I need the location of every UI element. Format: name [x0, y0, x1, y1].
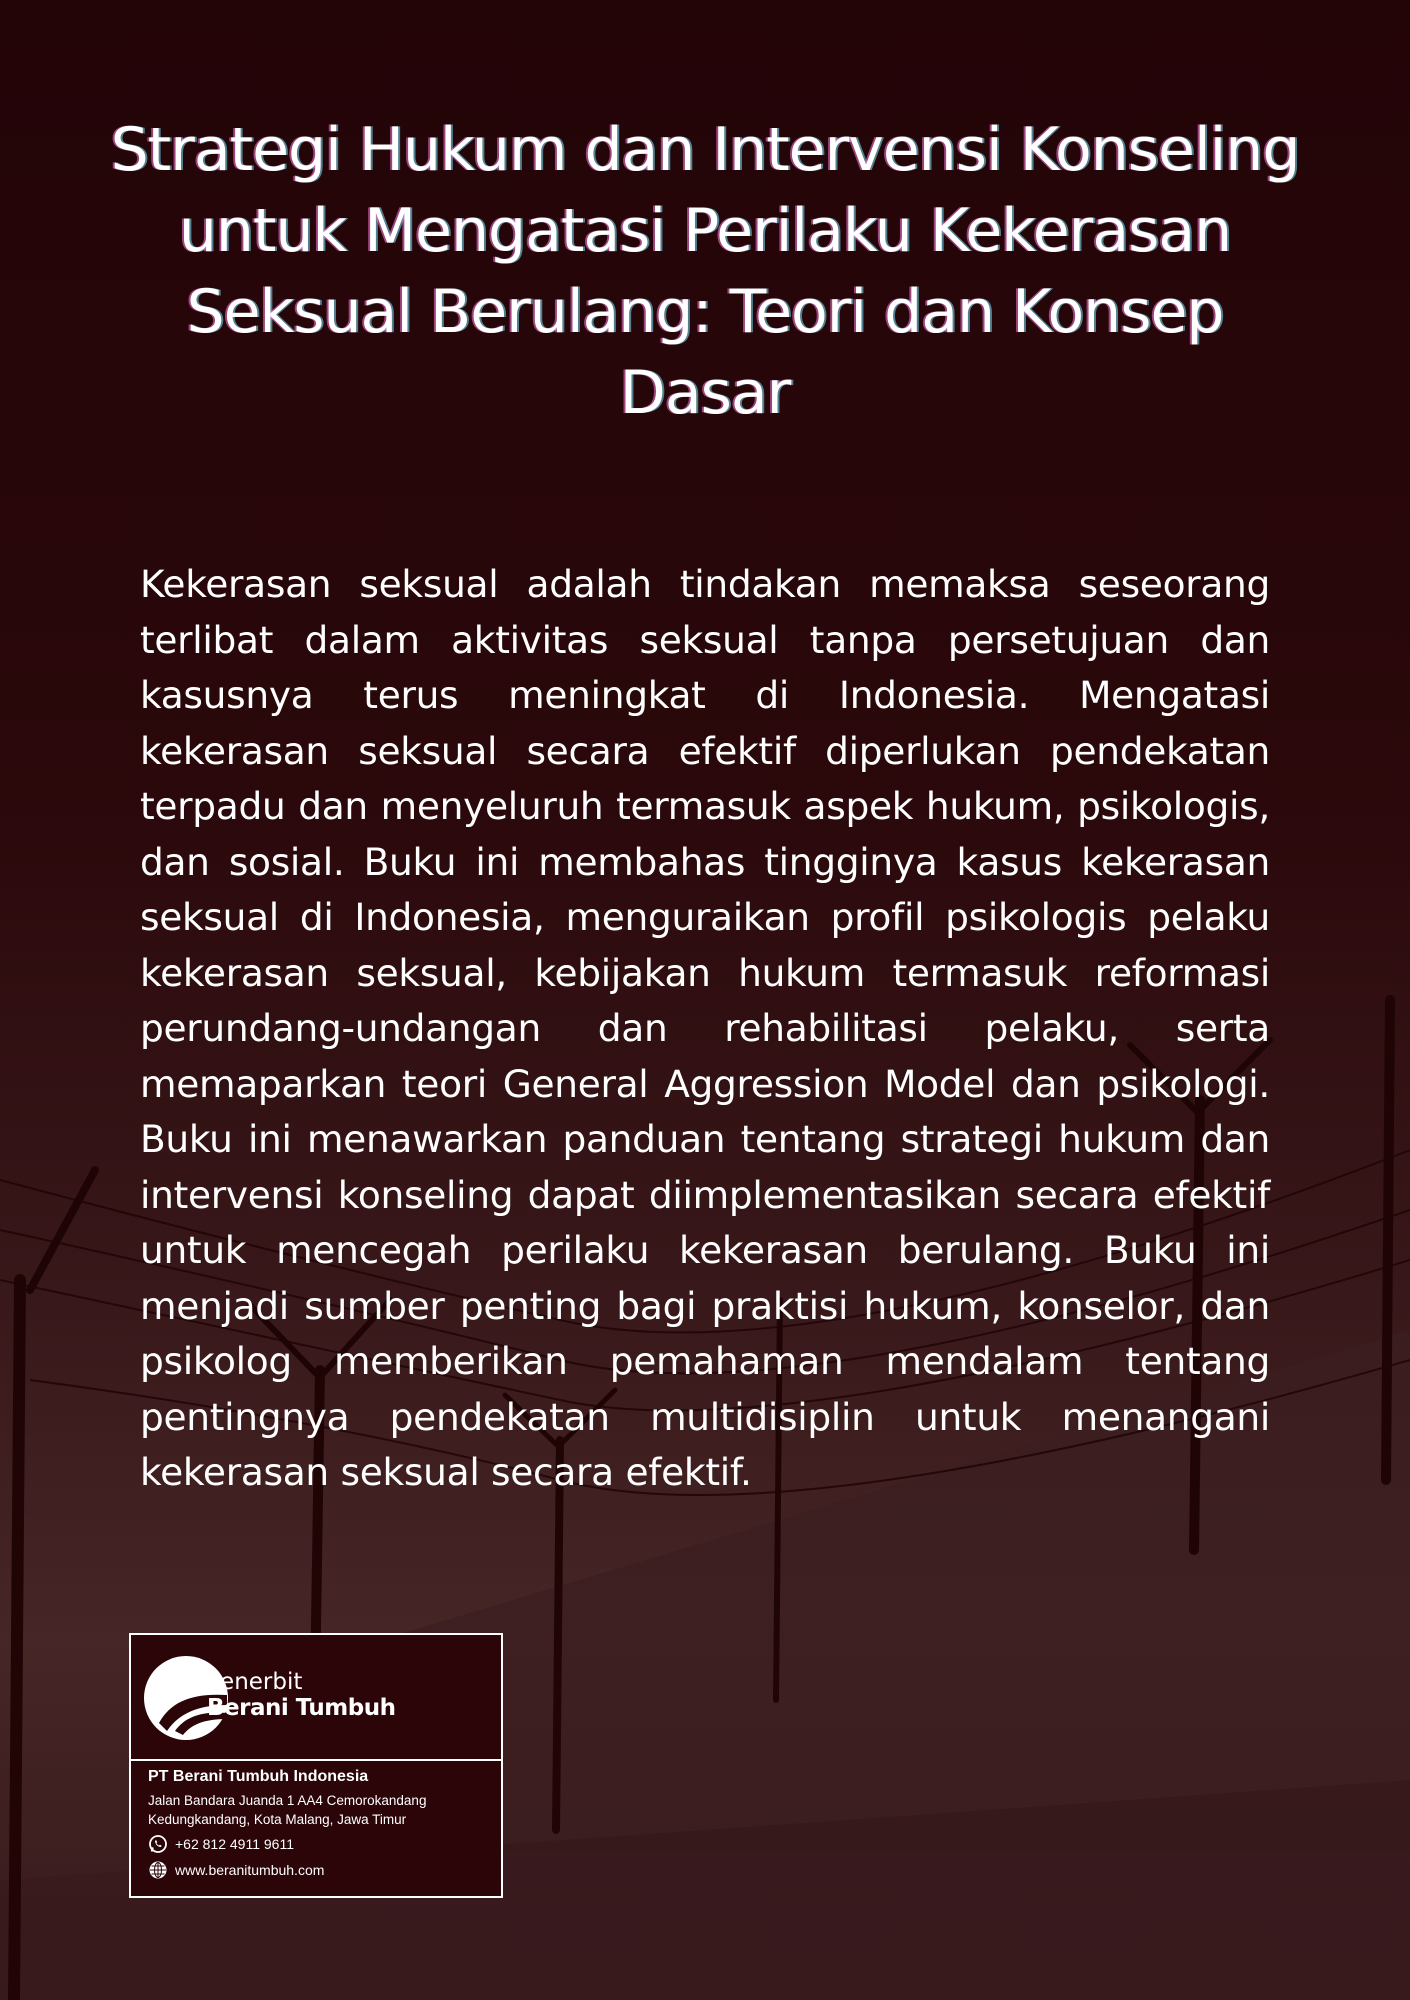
book-title: Strategi Hukum dan Intervensi Konseling untuk Mengatasi Perilaku Kekerasan Seksual Berulang: Teori dan Konsep Dasar — [110, 115, 1300, 428]
publisher-logo — [131, 1635, 501, 1759]
publisher-logo-text-penerbit: Penerbit — [207, 1669, 303, 1695]
phone-row — [148, 1833, 294, 1855]
publisher-box — [129, 1633, 503, 1898]
website-url[interactable]: www.beranitumbuh.com — [175, 1862, 325, 1878]
website-row — [148, 1859, 324, 1881]
publisher-logo-text-name: Berani Tumbuh — [207, 1695, 396, 1721]
book-synopsis: Kekerasan seksual adalah tindakan memaksa seseorang terlibat dalam aktivitas seksual tanpa persetujuan dan kasusnya terus meningkat di Indonesia. Mengatasi kekerasan seksual secara efektif diperlukan pendekatan terpadu dan menyeluruh termasuk aspek hukum, psikologis, dan sosial. Buku ini membahas tingginya kasus kekerasan seksual di Indonesia, menguraikan profil psikologis pelaku kekerasan seksual, kebijakan hukum termasuk reformasi perundang-undangan dan rehabilitasi pelaku, serta memaparkan teori General Aggression Model dan psikologi. Buku ini menawarkan panduan tentang strategi hukum dan intervensi konseling dapat diimplementasikan secara efektif untuk mencegah perilaku kekerasan berulang. Buku ini menjadi sumber penting bagi praktisi hukum, konselor, dan psikolog memberikan pemahaman mendalam tentang pentingnya pendekatan multidisiplin untuk menangani kekerasan seksual secara efektif. — [140, 562, 1270, 1494]
box-divider — [131, 1759, 501, 1761]
phone-number: +62 812 4911 9611 — [175, 1836, 294, 1852]
globe-icon — [148, 1860, 168, 1880]
company-address: Jalan Bandara Juanda 1 AA4 Cemorokandang Kedungkandang, Kota Malang, Jawa Timur — [148, 1793, 427, 1827]
whatsapp-icon — [148, 1834, 168, 1854]
company-name: PT Berani Tumbuh Indonesia — [148, 1768, 369, 1785]
